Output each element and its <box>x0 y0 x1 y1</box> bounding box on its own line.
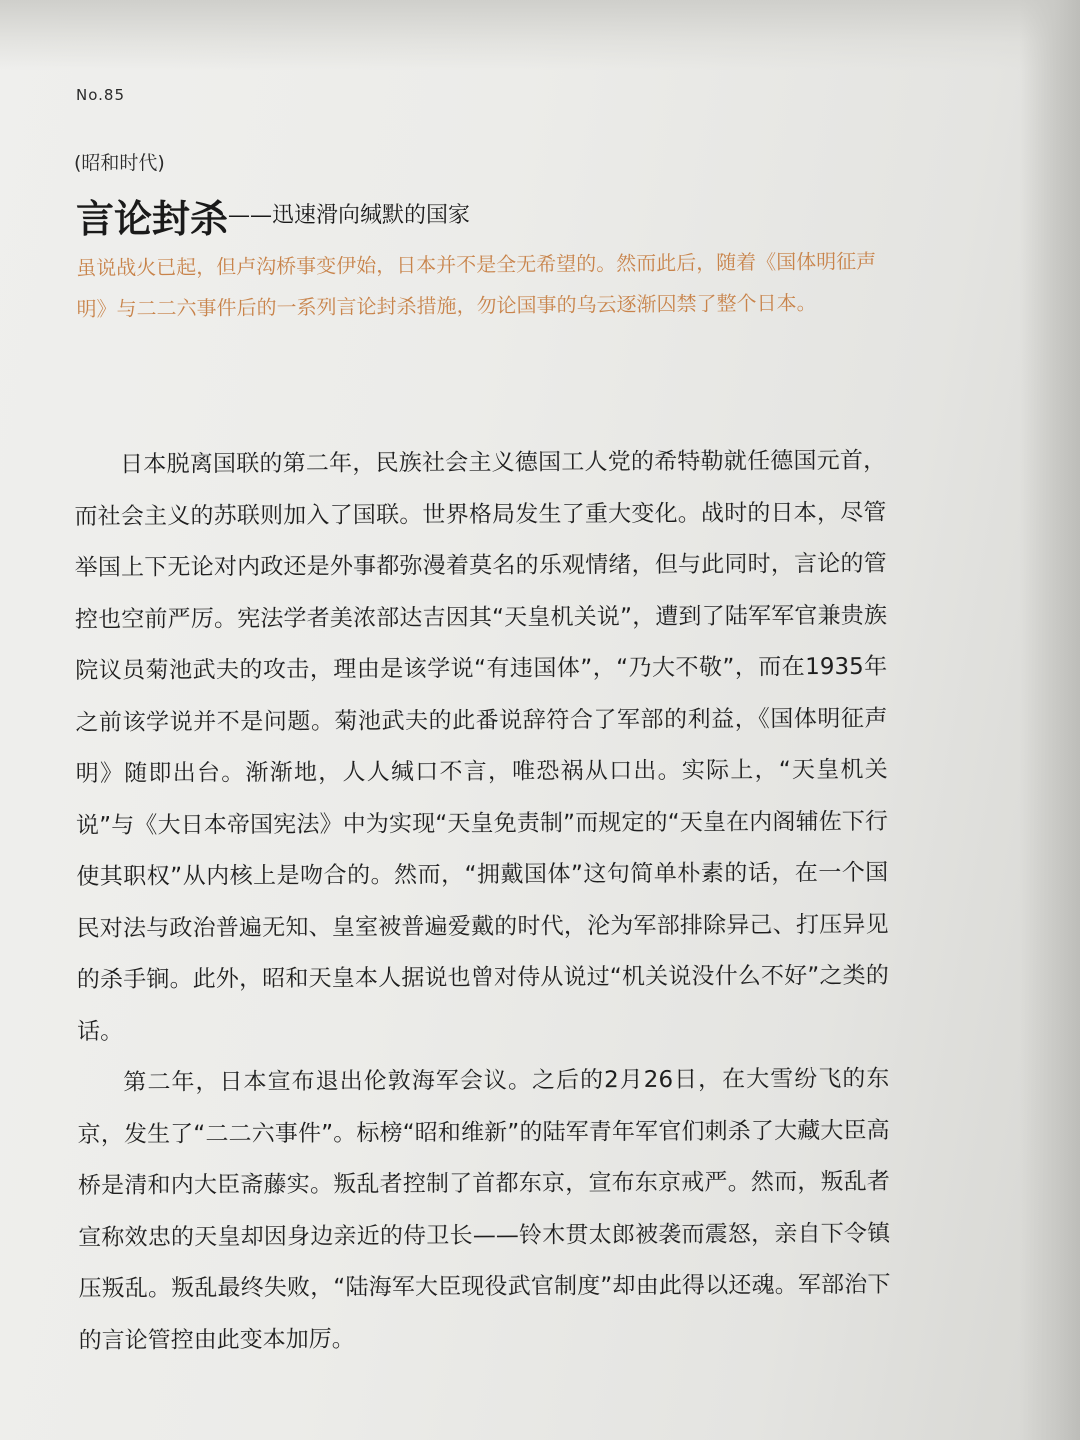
page-number: No.85 <box>76 86 125 104</box>
chapter-title <box>76 188 470 243</box>
lead-paragraph: 虽说战火已起，但卢沟桥事变伊始，日本并不是全无希望的。然而此后，随着《国体明征声明》与二二六事件后的一系列言论封杀措施，勿论国事的乌云逐渐囚禁了整个日本。 <box>76 249 877 321</box>
title-subtitle: ——迅速滑向缄默的国家 <box>228 203 471 228</box>
title-main: 言论封杀 <box>76 196 229 241</box>
body-paragraph-1: 日本脱离国联的第二年，民族社会主义德国工人党的希特勒就任德国元首，而社会主义的苏联则加入了国联。世界格局发生了重大变化。战时的日本，尽管举国上下无论对内政还是外事都弥漫着莫名的乐观情绪，但与此同时，言论的管控也空前严厉。宪法学者美浓部达吉因其“天皇机关说”，遭到了陆军军官兼贵族院议员菊池武夫的攻击，理由是该学说“有违国体”，“乃大不敬”，而在1935年之前该学说并不是问题。菊池武夫的此番说辞符合了军部的利益，《国体明征声明》随即出台。渐渐地，人人缄口不言，唯恐祸从口出。实际上，“天皇机关说”与《大日本帝国宪法》中为实现“天皇免责制”而规定的“天皇在内阁辅佐下行使其职权”从内核上是吻合的。然而，“拥戴国体”这句简单朴素的话，在一个国民对法与政治普遍无知、皇室被普遍爱戴的时代，沦为军部排除异己、打压异见的杀手锏。此外，昭和天皇本人据说也曾对侍从说过“机关说没什么不好”之类的话。 <box>74 447 889 1045</box>
top-shadow <box>0 0 1080 70</box>
era-label: (昭和时代) <box>74 152 165 174</box>
page-edge-shadow <box>1020 0 1080 1440</box>
body-paragraph-2: 第二年，日本宣布退出伦敦海军会议。之后的2月26日，在大雪纷飞的东京，发生了“二二六事件”。标榜“昭和维新”的陆军青年军官们刺杀了大藏大臣高桥是清和内大臣斋藤实。叛乱者控制了首都东京，宣布东京戒严。然而，叛乱者宣称效忠的天皇却因身边亲近的侍卫长——铃木贯太郎被袭而震怒，亲自下令镇压叛乱。叛乱最终失败，“陆海军大臣现役武官制度”却由此得以还魂。军部治下的言论管控由此变本加厉。 <box>77 1065 891 1354</box>
body-text <box>74 436 891 1367</box>
